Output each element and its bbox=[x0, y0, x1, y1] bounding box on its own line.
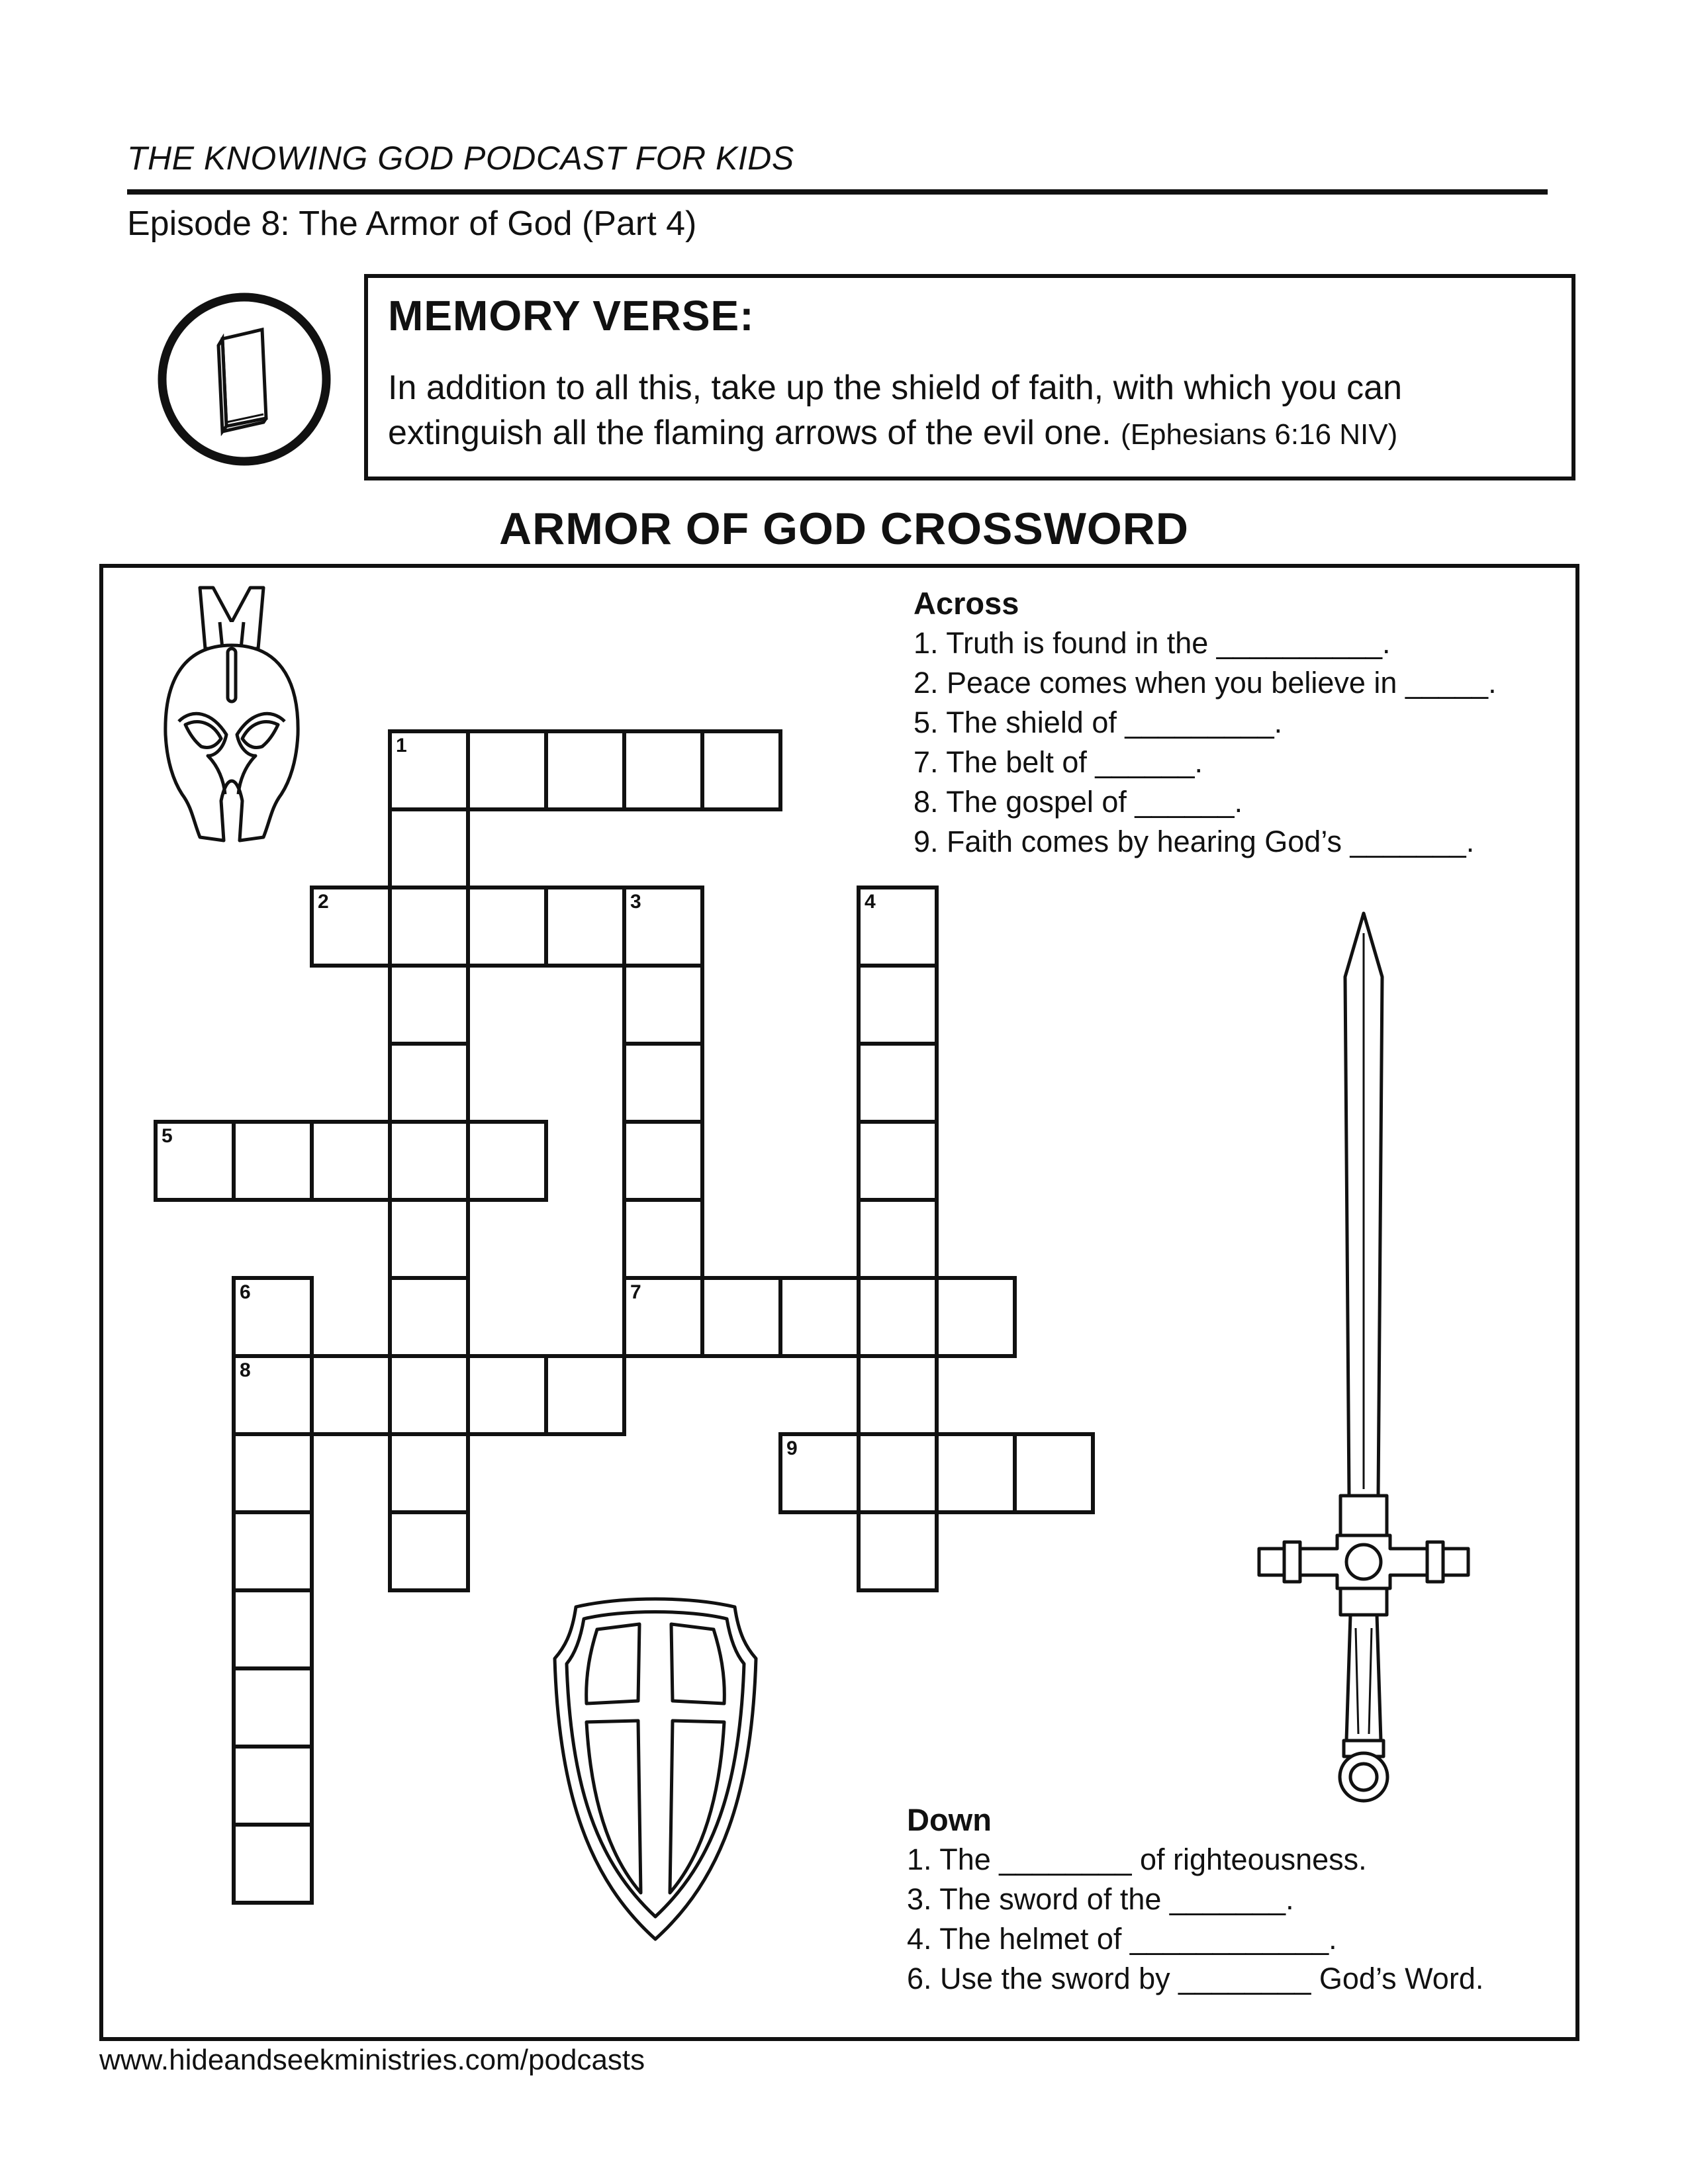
clue-down-4: 4. The helmet of ____________. bbox=[907, 1922, 1337, 1956]
crossword-cell[interactable] bbox=[388, 1120, 470, 1202]
crossword-cell[interactable] bbox=[232, 1823, 314, 1905]
bible-icon bbox=[158, 293, 331, 466]
crossword-cell[interactable] bbox=[154, 1120, 236, 1202]
clue-number: 7 bbox=[630, 1281, 641, 1303]
clue-down-6: 6. Use the sword by ________ God’s Word. bbox=[907, 1962, 1484, 1995]
crossword-cell[interactable] bbox=[232, 1666, 314, 1749]
crossword-cell[interactable] bbox=[388, 1042, 470, 1124]
clue-across-2: 2. Peace comes when you believe in _____. bbox=[914, 666, 1497, 700]
crossword-cell[interactable] bbox=[778, 1432, 861, 1514]
crossword-cell[interactable] bbox=[388, 886, 470, 968]
header-rule bbox=[127, 189, 1548, 195]
crossword-cell[interactable] bbox=[466, 729, 548, 811]
crossword-cell[interactable] bbox=[232, 1432, 314, 1514]
clue-across-9: 9. Faith comes by hearing God’s _______. bbox=[914, 825, 1475, 858]
crossword-cell[interactable] bbox=[388, 1432, 470, 1514]
crossword-cell[interactable] bbox=[857, 1042, 939, 1124]
clue-across-7: 7. The belt of ______. bbox=[914, 745, 1203, 779]
crossword-cell[interactable] bbox=[388, 1354, 470, 1436]
memory-verse-reference: (Ephesians 6:16 NIV) bbox=[1121, 418, 1398, 451]
crossword-cell[interactable] bbox=[622, 1276, 704, 1358]
crossword-cell[interactable] bbox=[388, 1198, 470, 1280]
memory-verse-line-2-text: extinguish all the flaming arrows of the evil one. bbox=[388, 414, 1111, 452]
crossword-cell[interactable] bbox=[622, 729, 704, 811]
crossword-cell[interactable] bbox=[622, 1120, 704, 1202]
crossword-cell[interactable] bbox=[232, 1276, 314, 1358]
crossword-cell[interactable] bbox=[1013, 1432, 1095, 1514]
clue-across-8: 8. The gospel of ______. bbox=[914, 785, 1243, 819]
crossword-cell[interactable] bbox=[622, 1198, 704, 1280]
clue-number: 5 bbox=[162, 1125, 173, 1147]
clue-number: 4 bbox=[865, 891, 876, 913]
crossword-cell[interactable] bbox=[388, 1510, 470, 1592]
helmet-icon bbox=[152, 582, 311, 847]
crossword-cell[interactable] bbox=[857, 1432, 939, 1514]
crossword-cell[interactable] bbox=[388, 964, 470, 1046]
clue-number: 1 bbox=[396, 735, 407, 756]
crossword-cell[interactable] bbox=[232, 1745, 314, 1827]
crossword-cell[interactable] bbox=[857, 964, 939, 1046]
crossword-cell[interactable] bbox=[310, 1354, 392, 1436]
clue-number: 8 bbox=[240, 1359, 251, 1381]
crossword-cell[interactable] bbox=[466, 1120, 548, 1202]
memory-verse-title: MEMORY VERSE: bbox=[388, 292, 755, 340]
crossword-cell[interactable] bbox=[310, 886, 392, 968]
crossword-cell[interactable] bbox=[935, 1432, 1017, 1514]
crossword-cell[interactable] bbox=[857, 1198, 939, 1280]
crossword-cell[interactable] bbox=[232, 1510, 314, 1592]
crossword-cell[interactable] bbox=[466, 886, 548, 968]
crossword-cell[interactable] bbox=[232, 1120, 314, 1202]
clue-down-1: 1. The ________ of righteousness. bbox=[907, 1843, 1367, 1876]
crossword-cell[interactable] bbox=[700, 1276, 782, 1358]
memory-verse-line-1: In addition to all this, take up the shield of faith, with which you can bbox=[388, 369, 1403, 407]
shield-icon bbox=[549, 1595, 761, 1946]
across-heading: Across bbox=[914, 586, 1019, 621]
crossword-cell[interactable] bbox=[857, 1276, 939, 1358]
episode-title: Episode 8: The Armor of God (Part 4) bbox=[127, 205, 697, 243]
crossword-cell[interactable] bbox=[544, 886, 626, 968]
clue-number: 3 bbox=[630, 891, 641, 913]
crossword-cell[interactable] bbox=[700, 729, 782, 811]
clue-down-3: 3. The sword of the _______. bbox=[907, 1882, 1294, 1916]
crossword-cell[interactable] bbox=[310, 1120, 392, 1202]
crossword-cell[interactable] bbox=[622, 1042, 704, 1124]
crossword-cell[interactable] bbox=[544, 1354, 626, 1436]
footer-url: www.hideandseekministries.com/podcasts bbox=[99, 2044, 645, 2076]
crossword-cell[interactable] bbox=[622, 964, 704, 1046]
crossword-cell[interactable] bbox=[466, 1354, 548, 1436]
crossword-cell[interactable] bbox=[388, 1276, 470, 1358]
crossword-cell[interactable] bbox=[388, 729, 470, 811]
clue-number: 9 bbox=[786, 1437, 798, 1459]
clue-across-1: 1. Truth is found in the __________. bbox=[914, 626, 1391, 660]
crossword-cell[interactable] bbox=[935, 1276, 1017, 1358]
crossword-cell[interactable] bbox=[857, 886, 939, 968]
crossword-cell[interactable] bbox=[388, 807, 470, 889]
memory-verse-text bbox=[388, 365, 1553, 457]
crossword-cell[interactable] bbox=[857, 1120, 939, 1202]
crossword-title: ARMOR OF GOD CROSSWORD bbox=[499, 504, 1189, 554]
crossword-cell[interactable] bbox=[544, 729, 626, 811]
crossword-cell[interactable] bbox=[857, 1354, 939, 1436]
crossword-cell[interactable] bbox=[778, 1276, 861, 1358]
clue-number: 2 bbox=[318, 891, 329, 913]
down-heading: Down bbox=[907, 1802, 992, 1837]
clue-across-5: 5. The shield of _________. bbox=[914, 705, 1283, 739]
crossword-cell[interactable] bbox=[232, 1354, 314, 1436]
crossword-cell[interactable] bbox=[857, 1510, 939, 1592]
memory-verse-line-2 bbox=[388, 410, 1553, 457]
series-title: THE KNOWING GOD PODCAST FOR KIDS bbox=[127, 140, 794, 177]
crossword-cell[interactable] bbox=[622, 886, 704, 968]
crossword-cell[interactable] bbox=[232, 1588, 314, 1670]
sword-icon bbox=[1251, 913, 1476, 1800]
down-clues bbox=[907, 1800, 1483, 1999]
clue-number: 6 bbox=[240, 1281, 251, 1303]
across-clues bbox=[914, 584, 1497, 862]
